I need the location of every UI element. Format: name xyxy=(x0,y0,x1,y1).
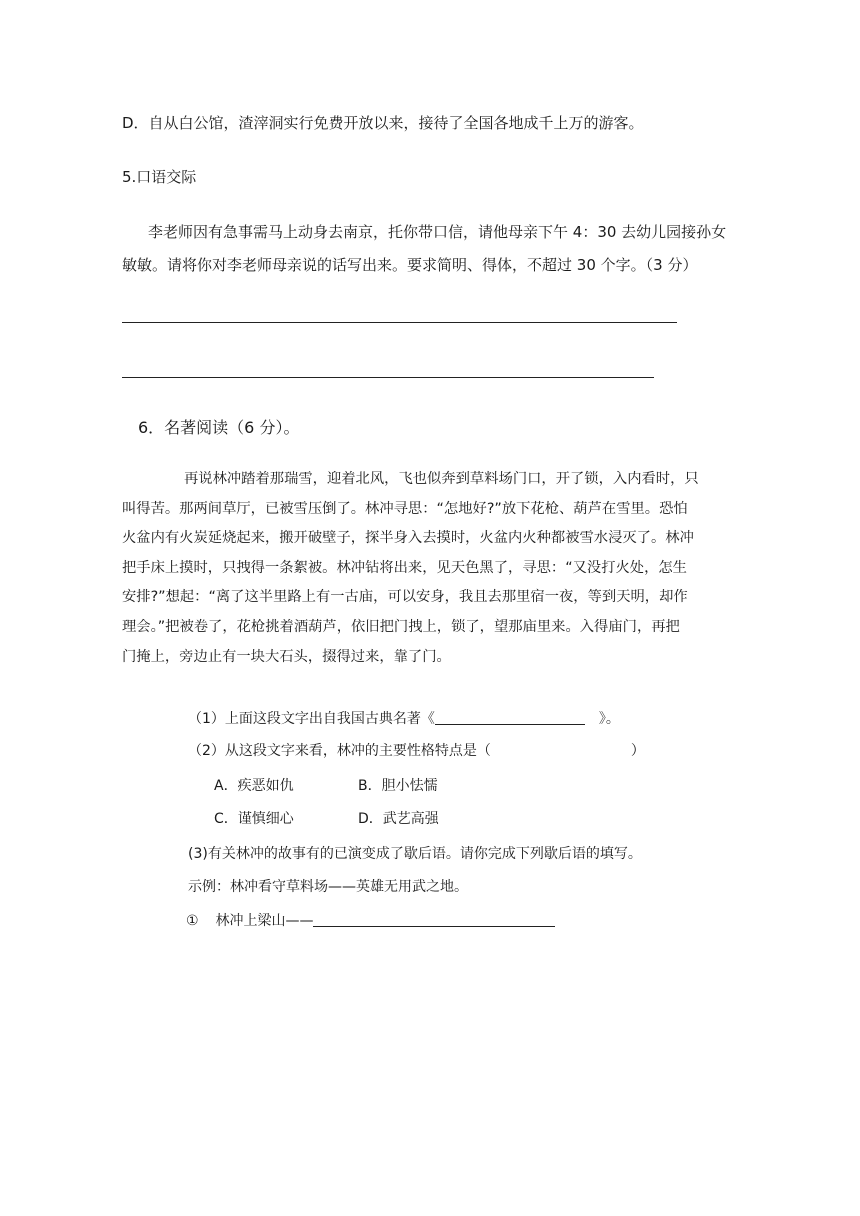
idiom-answer-blank[interactable] xyxy=(313,912,555,927)
book-title-blank[interactable] xyxy=(435,710,585,725)
passage-line: 理会。”把被卷了，花枪挑着酒葫芦，依旧把门拽上，锁了，望那庙里来。入得庙门，再把 xyxy=(122,618,680,635)
answer-line-1[interactable] xyxy=(122,322,677,323)
answer-line-2[interactable] xyxy=(122,377,654,378)
option-d[interactable]: D．武艺高强 xyxy=(358,811,439,827)
reading-passage xyxy=(122,465,732,672)
item-1-text: 林冲上梁山—— xyxy=(215,913,314,929)
option-d-sentence: D．自从白公馆，渣滓洞实行免费开放以来，接待了全国各地成千上万的游客。 xyxy=(122,114,644,132)
sub-question-1-suffix: 》。 xyxy=(598,711,620,727)
item-1-marker: ① xyxy=(186,913,199,929)
option-a[interactable]: A．疾恶如仇 xyxy=(214,778,294,794)
passage-line: 再说林冲踏着那瑞雪，迎着北风，飞也似奔到草料场门口，开了锁，入内看时，只 xyxy=(184,471,699,487)
question-5-prompt-line1: 李老师因有急事需马上动身去南京，托你带口信，请他母亲下午 4：30 去幼儿园接孙女 xyxy=(148,223,727,241)
passage-line: 叫得苦。那两间草厅，已被雪压倒了。林冲寻思：“怎地好?”放下花枪、葫芦在雪里。恐怕 xyxy=(122,500,688,517)
sub-question-1 xyxy=(188,708,620,728)
sub-question-2 xyxy=(188,740,645,760)
option-c[interactable]: C．谨慎细心 xyxy=(214,811,294,827)
question-5-title: 5.口语交际 xyxy=(122,168,197,186)
passage-line: 安排?”想起：“离了这半里路上有一古庙，可以安身，我且去那里宿一夜，等到天明，却作 xyxy=(122,589,688,606)
sub-question-1-prefix: （1）上面这段文字出自我国古典名著《 xyxy=(188,711,435,727)
question-5-prompt-line2: 敏敏。请将你对李老师母亲说的话写出来。要求简明、得体，不超过 30 个字。（3 分） xyxy=(122,256,698,274)
sub-question-3: (3)有关林冲的故事有的已演变成了歇后语。请你完成下列歇后语的填写。 xyxy=(188,846,642,862)
question-6-title: 6．名著阅读（6 分）。 xyxy=(138,418,300,437)
passage-line: 把手床上摸时，只拽得一条絮被。林冲钻将出来，见天色黑了，寻思：“又没打火处，怎生 xyxy=(122,559,687,576)
sub-question-2-suffix: ） xyxy=(630,743,645,759)
passage-line: 火盆内有火炭延烧起来，搬开破壁子，探半身入去摸时，火盆内火种都被雪水浸灭了。林冲 xyxy=(122,530,694,547)
example-sentence: 示例：林冲看守草料场——英雄无用武之地。 xyxy=(188,879,468,895)
passage-line: 门掩上，旁边止有一块大石头，掇得过来，靠了门。 xyxy=(122,648,451,665)
option-b[interactable]: B．胆小怯懦 xyxy=(358,778,438,794)
sub-question-2-prefix: （2）从这段文字来看，林冲的主要性格特点是（ xyxy=(188,743,491,759)
fill-item-1 xyxy=(186,910,555,930)
